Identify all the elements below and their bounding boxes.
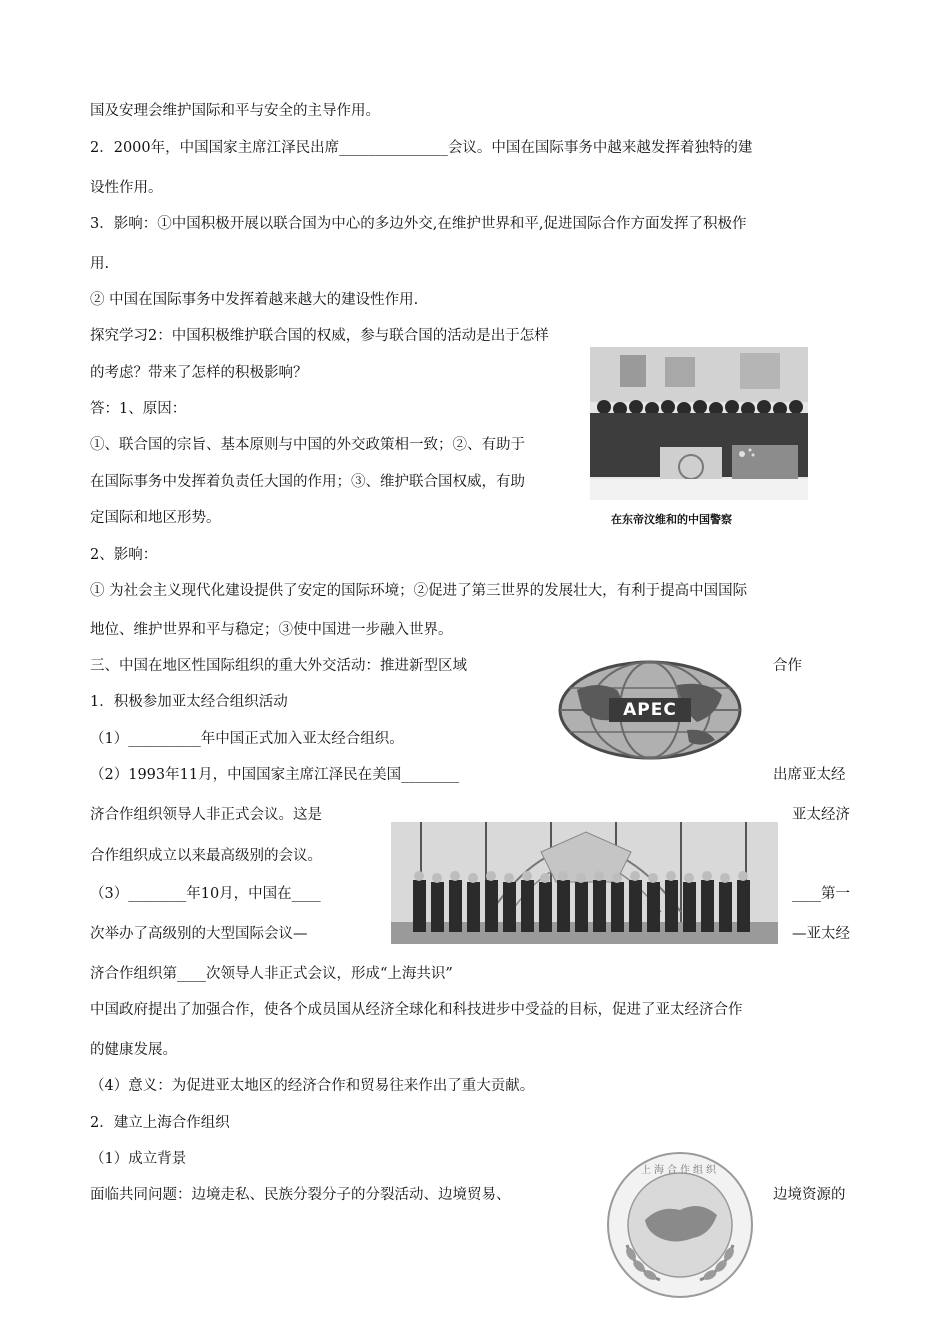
right-fragment-6: 边境资源的 [773, 1187, 846, 1203]
text-line-18: （1）__________年中国正式加入亚太经合组织。 [90, 731, 404, 747]
text-line-17: 1．积极参加亚太经合组织活动 [90, 694, 288, 710]
apec-leaders-photo [391, 822, 778, 944]
right-fragment-4: ____第一 [792, 886, 850, 902]
apec-logo-text: APEC [623, 700, 677, 720]
text-line-9: 答：1、原因： [90, 401, 187, 417]
text-line-8: 的考虑？带来了怎样的积极影响？ [90, 365, 308, 381]
sco-emblem [605, 1150, 755, 1300]
text-line-19: （2）1993年11月，中国国家主席江泽民在美国________ [90, 767, 460, 783]
apec-logo [557, 660, 743, 760]
photo-caption: 在东帝汶维和的中国警察 [611, 513, 732, 526]
right-fragment-5: —亚太经 [792, 926, 850, 942]
text-line-2: 2．2000年，中国国家主席江泽民出席_______________会议。中国在国际事务中越来越发挥着独特的建 [90, 140, 753, 156]
text-line-23: 次举办了高级别的大型国际会议— [90, 926, 308, 942]
right-fragment-1: 合作 [773, 658, 802, 674]
text-line-27: （4）意义：为促进亚太地区的经济合作和贸易往来作出了重大贡献。 [90, 1078, 535, 1094]
police-group-photo [590, 347, 808, 500]
text-line-30: 面临共同问题：边境走私、民族分裂分子的分裂活动、边境贸易、 [90, 1187, 511, 1203]
right-fragment-3: 亚太经济 [792, 807, 850, 823]
text-line-12: 定国际和地区形势。 [90, 510, 221, 526]
text-line-25: 中国政府提出了加强合作，使各个成员国从经济全球化和科技进步中受益的目标，促进了亚太经济合作 [90, 1002, 743, 1018]
sco-emblem-text: 上海合作组织 [641, 1165, 719, 1176]
right-fragment-2: 出席亚太经 [773, 767, 846, 783]
text-line-3: 设性作用。 [90, 180, 163, 196]
text-line-21: 合作组织成立以来最高级别的会议。 [90, 848, 322, 864]
text-line-10: ①、联合国的宗旨、基本原则与中国的外交政策相一致；②、有助于 [90, 437, 525, 453]
text-line-15: 地位、维护世界和平与稳定；③使中国进一步融入世界。 [90, 622, 453, 638]
text-line-29: （1）成立背景 [90, 1151, 187, 1167]
text-line-6: ② 中国在国际事务中发挥着越来越大的建设性作用. [90, 292, 419, 308]
text-line-28: 2．建立上海合作组织 [90, 1115, 230, 1131]
text-line-1: 国及安理会维护国际和平与安全的主导作用。 [90, 103, 380, 119]
text-line-26: 的健康发展。 [90, 1042, 177, 1058]
text-line-4: 3．影响：①中国积极开展以联合国为中心的多边外交,在维护世界和平,促进国际合作方面发挥了积极作 [90, 216, 747, 232]
text-line-7: 探究学习2：中国积极维护联合国的权威，参与联合国的活动是出于怎样 [90, 328, 549, 344]
text-line-13: 2、影响： [90, 547, 158, 563]
text-line-5: 用. [90, 256, 110, 272]
text-line-14: ① 为社会主义现代化建设提供了安定的国际环境；②促进了第三世界的发展壮大，有利于提高中国国际 [90, 583, 748, 599]
text-line-16: 三、中国在地区性国际组织的重大外交活动：推进新型区域 [90, 658, 467, 674]
text-line-24: 济合作组织第____次领导人非正式会议，形成“上海共识” [90, 966, 453, 982]
text-line-20: 济合作组织领导人非正式会议。这是 [90, 807, 322, 823]
text-line-22: （3）________年10月，中国在____ [90, 886, 321, 902]
text-line-11: 在国际事务中发挥着负责任大国的作用；③、维护联合国权威，有助 [90, 474, 525, 490]
